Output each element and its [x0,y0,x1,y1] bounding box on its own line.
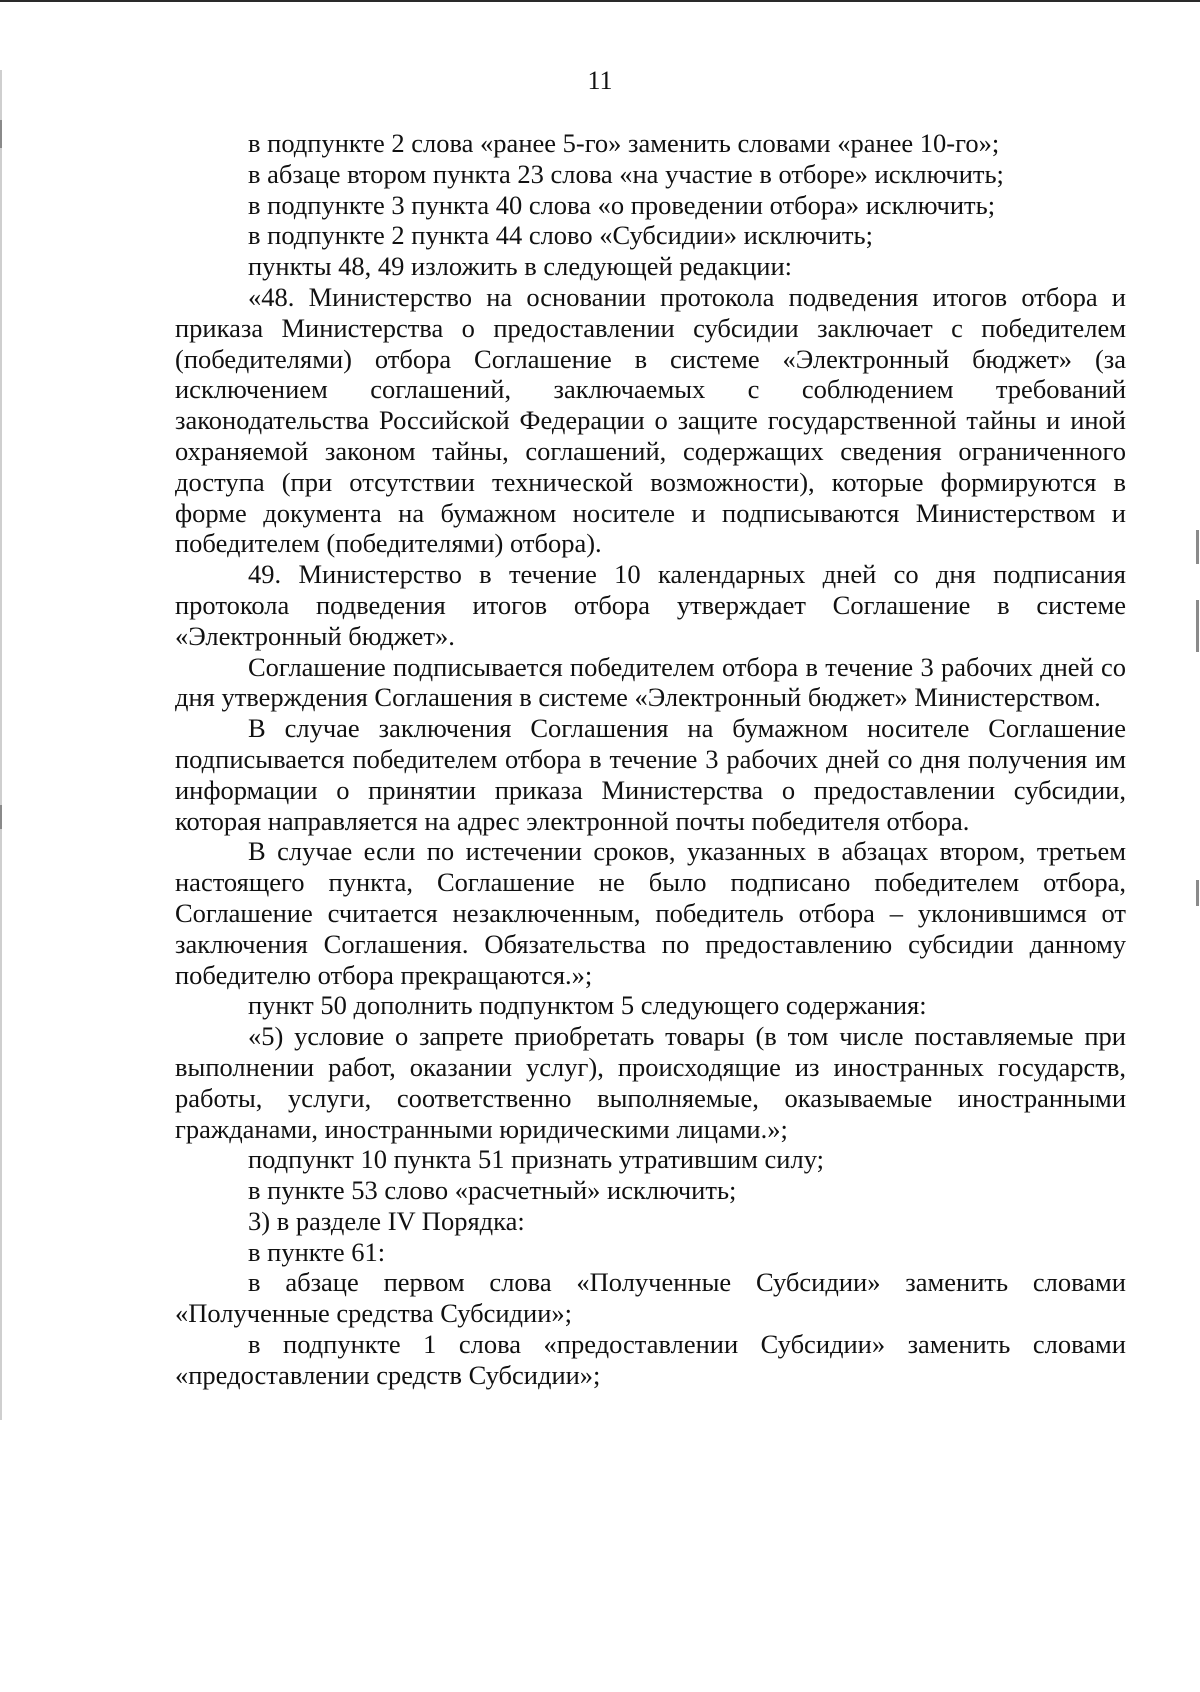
paragraph: в пункте 61: [248,1236,386,1267]
scan-margin-mark [0,120,2,148]
paragraph: 49. Министерство в течение 10 календарных дней со дня подписания протокола подведения итогов отбора утверждает Соглашение в системе «Электронный бюджет». [175,559,1126,651]
scan-top-edge [0,0,1200,2]
paragraph: пункт 50 дополнить подпунктом 5 следующего содержания: [248,990,927,1021]
scan-margin-mark [1196,600,1199,652]
scan-margin-mark [1196,880,1199,906]
scan-left-edge [0,70,2,1420]
paragraph: подпункт 10 пункта 51 признать утратившим силу; [248,1144,824,1175]
scan-margin-mark [0,805,2,829]
paragraph: в подпункте 3 пункта 40 слова «о проведении отбора» исключить; [248,189,996,220]
paragraph: в подпункте 1 слова «предоставлении Субсидии» заменить словами «предоставлении средств Субсидии»; [175,1329,1126,1390]
page-number: 11 [587,66,613,95]
paragraph: в абзаце втором пункта 23 слова «на участие в отборе» исключить; [248,158,1004,189]
scan-margin-mark [1196,530,1199,564]
paragraph: «48. Министерство на основании протокола подведения итогов отбора и приказа Министерства о предоставлении субсидии заключает с победителем (победителями) отбора Соглашение в системе «Электронный бюджет» (за исключением соглашений, заключаемых с соблюдением требований законодательства Российской Федерации о защите государственной тайны и иной охраняемой законом тайны, соглашений, содержащих сведения ограниченного доступа (при отсутствии технической возможности), которые формируются в форме документа на бумажном носителе и подписываются Министерством и победителем (победителями) отбора). [175,281,1126,559]
paragraph: Соглашение подписывается победителем отбора в течение 3 рабочих дней со дня утверждения Соглашения в системе «Электронный бюджет» Министерством. [175,651,1126,713]
paragraph: В случае если по истечении сроков, указанных в абзацах втором, третьем настоящего пункта, Соглашение не было подписано победителем отбора, Соглашение считается незаключенным, победитель отбора – уклонившимся от заключения Соглашения. Обязательства по предоставлению субсидии данному победителю отбора прекращаются.»; [175,836,1126,990]
paragraph: в подпункте 2 слова «ранее 5-го» заменить словами «ранее 10-го»; [248,128,1000,158]
paragraph: в подпункте 2 пункта 44 слово «Субсидии» исключить; [248,220,873,251]
paragraph: В случае заключения Соглашения на бумажном носителе Соглашение подписывается победителем отбора в течение 3 рабочих дней со дня получения им информации о принятии приказа Министерства о предоставлении субсидии, которая направляется на адрес электронной почты победителя отбора. [175,713,1126,836]
paragraph: в абзаце первом слова «Полученные Субсидии» заменить словами «Полученные средства Субсидии»; [175,1267,1126,1329]
paragraph: 3) в разделе IV Порядка: [248,1205,525,1236]
paragraph: в пункте 53 слово «расчетный» исключить; [248,1175,737,1206]
document-body [175,128,1126,1391]
paragraph: пункты 48, 49 изложить в следующей редакции: [248,251,793,282]
paragraph: «5) условие о запрете приобретать товары (в том числе поставляемые при выполнении работ, оказании услуг), происходящие из иностранных государств, работы, услуги, соответственно выполняемые, оказываемые иностранными гражданами, иностранными юридическими лицами.»; [175,1021,1126,1144]
